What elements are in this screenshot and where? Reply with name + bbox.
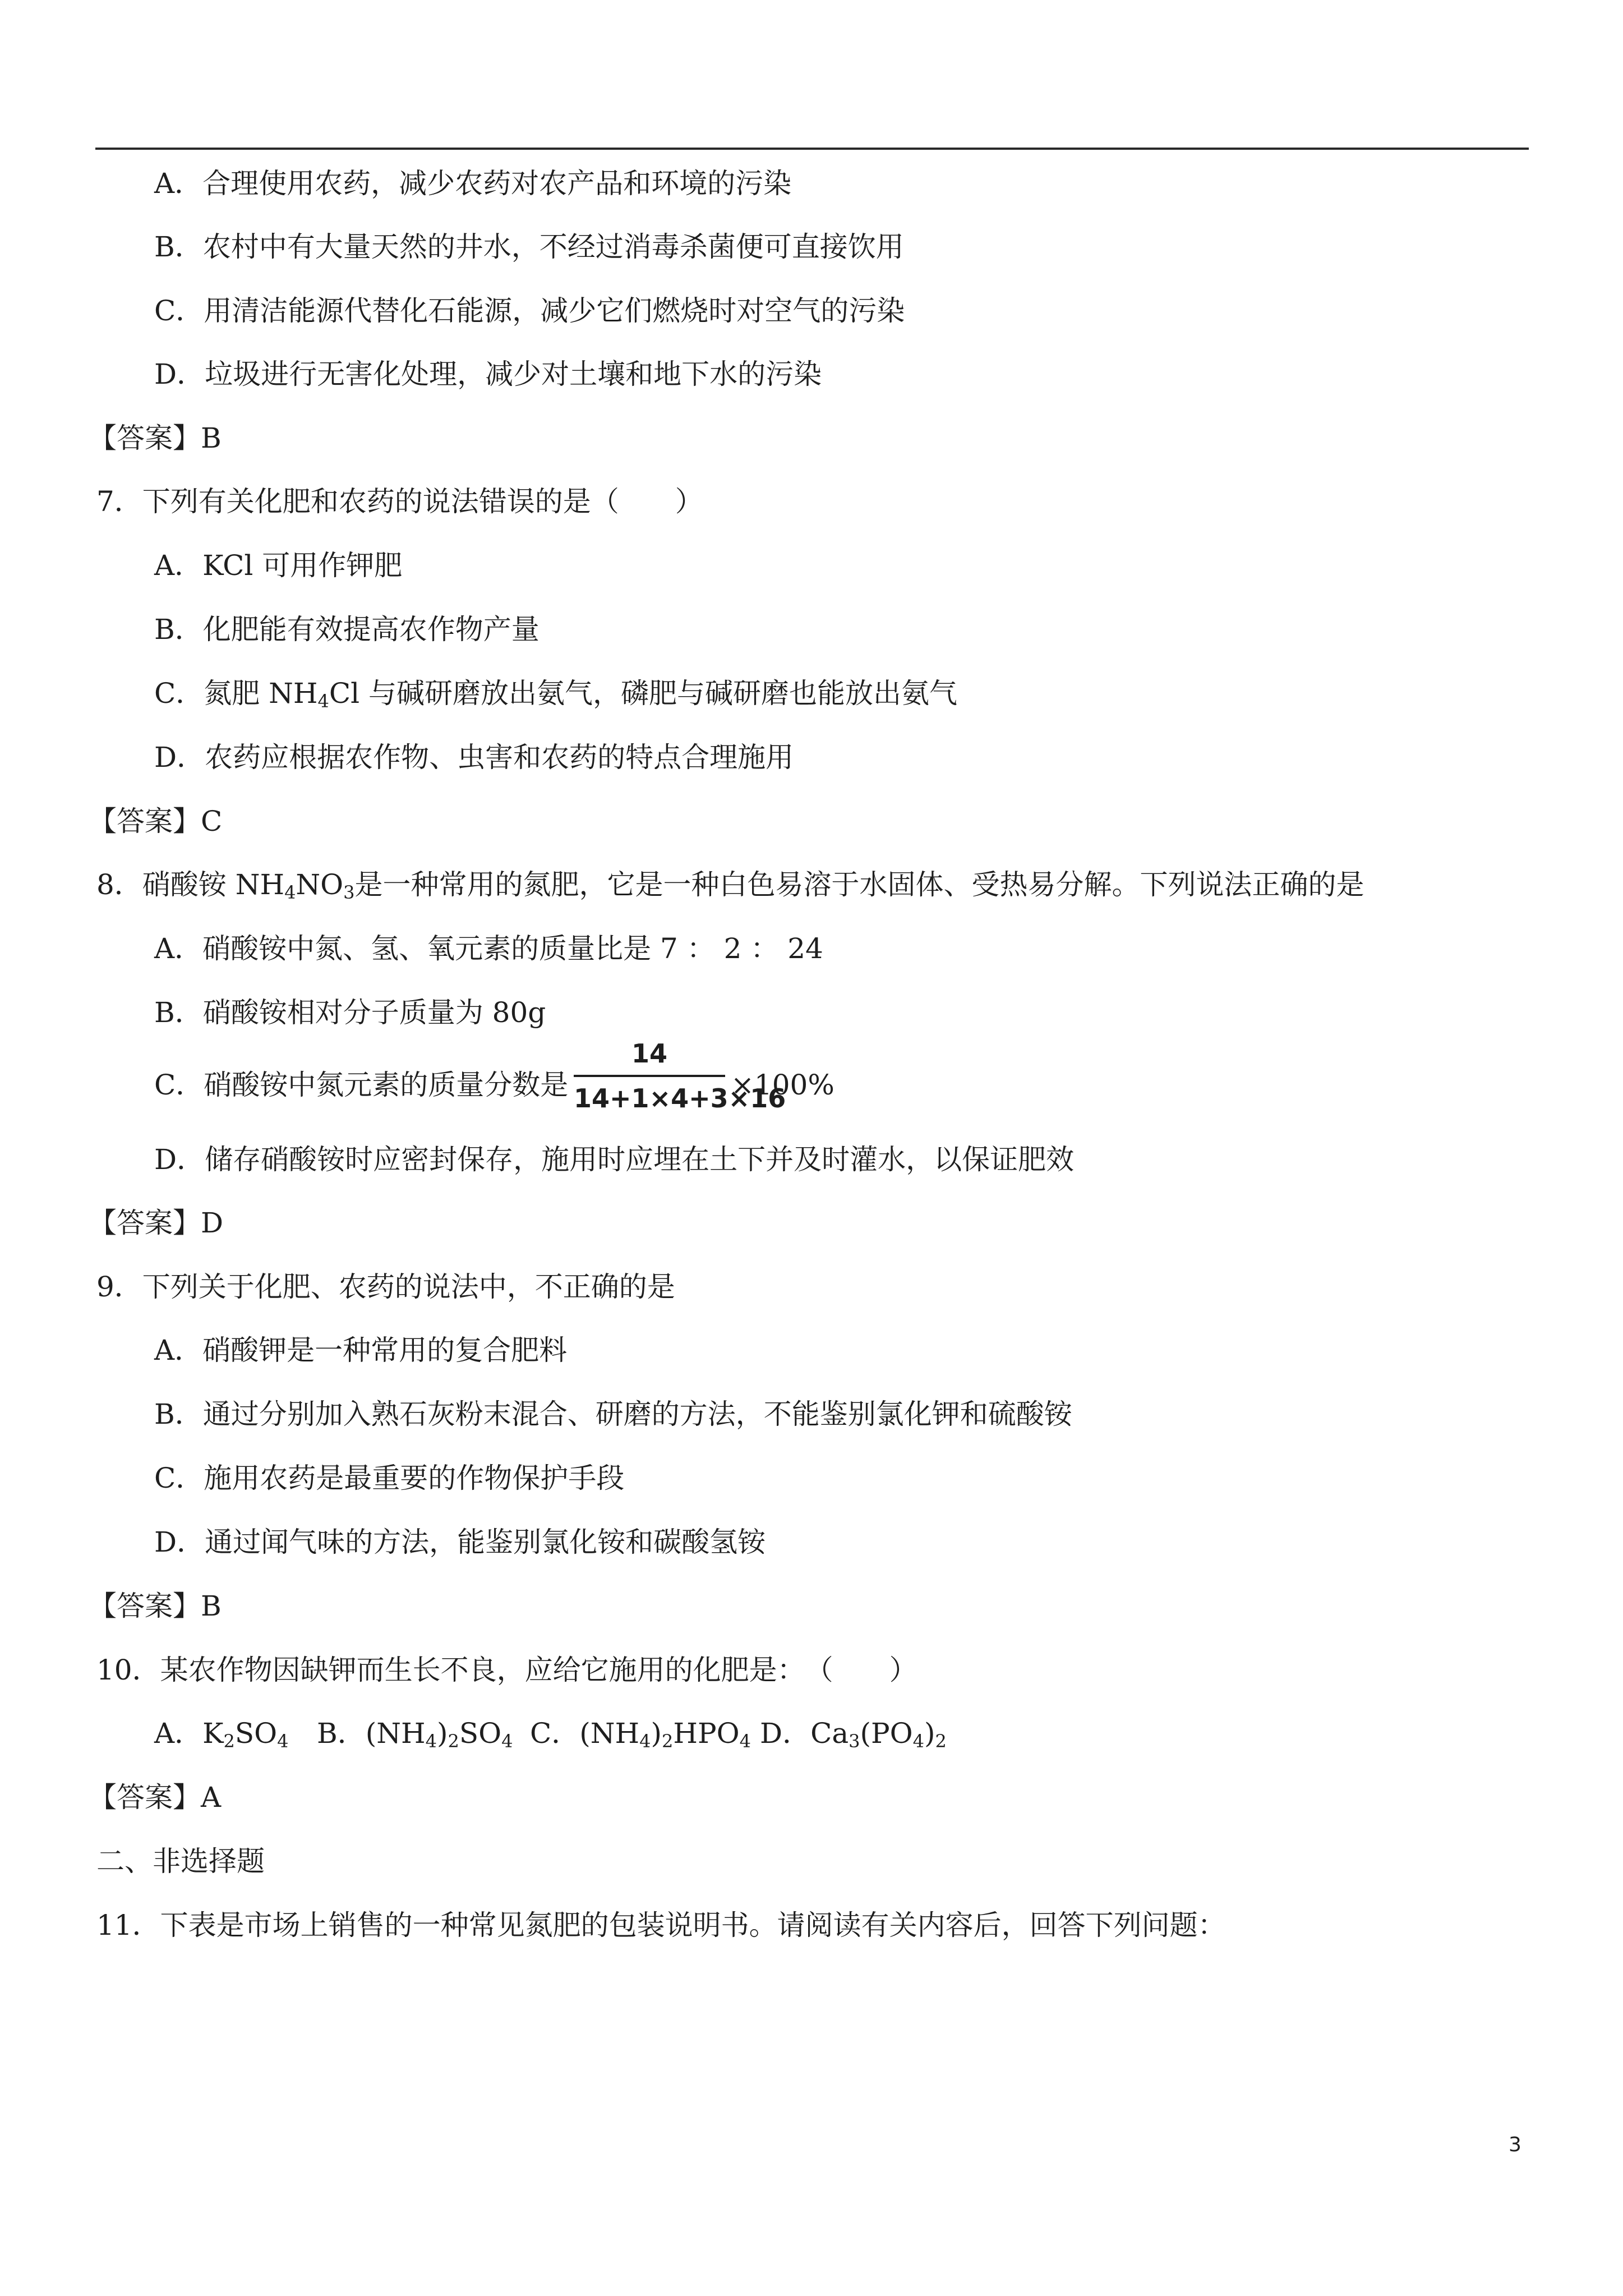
- q7-stem: 7．下列有关化肥和农药的说法错误的是（ ）: [96, 485, 703, 518]
- q6-option-d: D．垃圾进行无害化处理，减少对土壤和地下水的污染: [154, 358, 822, 390]
- q10-option-c: C．$(NH_4)_2HPO_4$: [530, 1717, 751, 1752]
- q9-answer: 【答案】B: [89, 1590, 222, 1622]
- q9-option-c: C．施用农药是最重要的作物保护手段: [154, 1462, 625, 1494]
- section-heading: 二、非选择题: [96, 1845, 265, 1878]
- q7-option-a: A．KCl 可用作钾肥: [154, 549, 403, 582]
- q8-option-c: C．硝酸铵中氮元素的质量分数是: [154, 1069, 569, 1101]
- q6-option-c: C．用清洁能源代替化石能源，减少它们燃烧时对空气的污染: [154, 295, 905, 327]
- q8-option-b: B．硝酸铵相对分子质量为 80g: [154, 996, 546, 1029]
- q10-option-d: D．$Ca_3(PO_4)_2$: [760, 1717, 947, 1752]
- q6-option-b: B．农村中有大量天然的井水，不经过消毒杀菌便可直接饮用: [154, 231, 904, 263]
- q7-option-c: C．氮肥 $NH_4Cl$ 与碱研磨放出氨气，磷肥与碱研磨也能放出氨气: [154, 677, 958, 712]
- q6-option-a: A．合理使用农药，减少农药对农产品和环境的污染: [154, 167, 792, 200]
- fraction-numerator: 14: [631, 1038, 667, 1069]
- q8-option-a: A．硝酸铵中氮、氢、氧元素的质量比是 7 ： 2 ： 24: [154, 932, 823, 965]
- fraction-denominator: 14+1×4+3×16: [574, 1083, 786, 1114]
- fraction-bar: [574, 1075, 725, 1077]
- q11-stem: 11．下表是市场上销售的一种常见氮肥的包装说明书。请阅读有关内容后，回答下列问题：: [96, 1909, 1226, 1941]
- q10-options: [154, 1717, 947, 1750]
- q7-option-b: B．化肥能有效提高农作物产量: [154, 613, 540, 646]
- q8-stem: 8．硝酸铵 $NH_4NO_3$是一种常用的氮肥，它是一种白色易溶于水固体、受热易分解。下列说法正确的是: [96, 868, 1364, 903]
- header-rule: [95, 148, 1529, 150]
- q9-stem: 9．下列关于化肥、农药的说法中，不正确的是: [96, 1271, 675, 1303]
- q7-answer: 【答案】C: [89, 805, 223, 838]
- q8-answer: 【答案】D: [89, 1207, 224, 1239]
- q9-option-b: B．通过分别加入熟石灰粉末混合、研磨的方法，不能鉴别氯化钾和硫酸铵: [154, 1398, 1072, 1430]
- page-number: 3: [1509, 2133, 1521, 2156]
- q9-option-d: D．通过闻气味的方法，能鉴别氯化铵和碳酸氢铵: [154, 1526, 766, 1558]
- q9-option-a: A．硝酸钾是一种常用的复合肥料: [154, 1334, 568, 1366]
- q8-option-c-percent: ×100%: [731, 1069, 834, 1101]
- q10-stem: 10．某农作物因缺钾而生长不良，应给它施用的化肥是： （ ）: [96, 1654, 917, 1686]
- q10-option-b: B．$(NH_4)_2SO_4$: [317, 1717, 513, 1752]
- q7-option-d: D．农药应根据农作物、虫害和农药的特点合理施用: [154, 741, 794, 774]
- q10-option-a: A．$K_2SO_4$: [154, 1717, 289, 1752]
- q8-option-d: D．储存硝酸铵时应密封保存，施用时应埋在土下并及时灌水，以保证肥效: [154, 1143, 1075, 1176]
- q6-answer: 【答案】B: [89, 422, 222, 454]
- q10-answer: 【答案】A: [89, 1781, 222, 1814]
